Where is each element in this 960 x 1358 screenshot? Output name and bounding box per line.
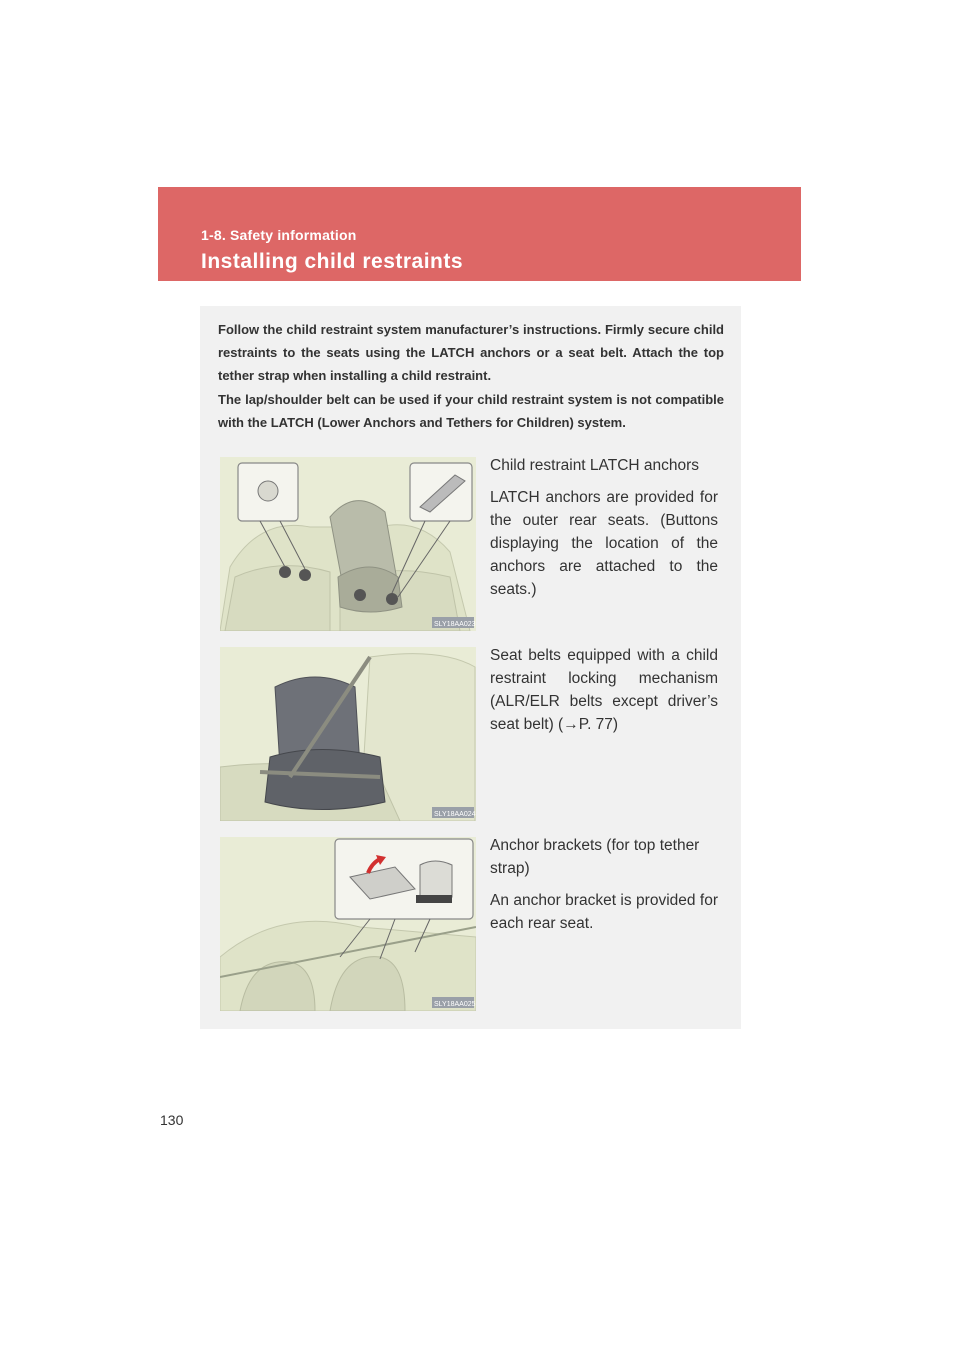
image-code-1: SLY18AA023 [434, 621, 476, 628]
item-3-title: Anchor brackets (for top tether strap) [490, 837, 700, 877]
image-code-2: SLY18AA024 [434, 811, 476, 818]
item-1-title: Child restraint LATCH anchors [490, 457, 700, 474]
item-3-description: An anchor bracket is provided for each rear seat. [490, 892, 718, 932]
seat-belt-child-seat-illustration [220, 647, 476, 821]
item-2-title: Seat belts equipped with a child restraint locking mechanism (ALR/ELR belts except driver’s seat belt) (→P. 77) [490, 647, 718, 733]
image-code-3: SLY18AA025 [434, 1001, 476, 1008]
content-panel [200, 306, 741, 1029]
intro-paragraph-2: The lap/shoulder belt can be used if your child restraint system is not compatible with the LATCH (Lower Anchors and Tethers for Children) system. [218, 392, 724, 430]
header-bar [158, 187, 801, 281]
section-label: 1-8. Safety information [201, 227, 357, 243]
page-number: 130 [160, 1112, 184, 1128]
page-title: Installing child restraints [201, 250, 464, 273]
intro-paragraph-1: Follow the child restraint system manufacturer’s instructions. Firmly secure child restraints to the seats using the LATCH anchors or a seat belt. Attach the top tether strap when installing a child restraint. [218, 322, 724, 383]
latch-anchors-illustration [220, 457, 476, 631]
item-1-description: LATCH anchors are provided for the outer rear seats. (Buttons displaying the location of the anchors are attached to the seats.) [490, 489, 718, 598]
anchor-brackets-illustration [220, 837, 476, 1011]
